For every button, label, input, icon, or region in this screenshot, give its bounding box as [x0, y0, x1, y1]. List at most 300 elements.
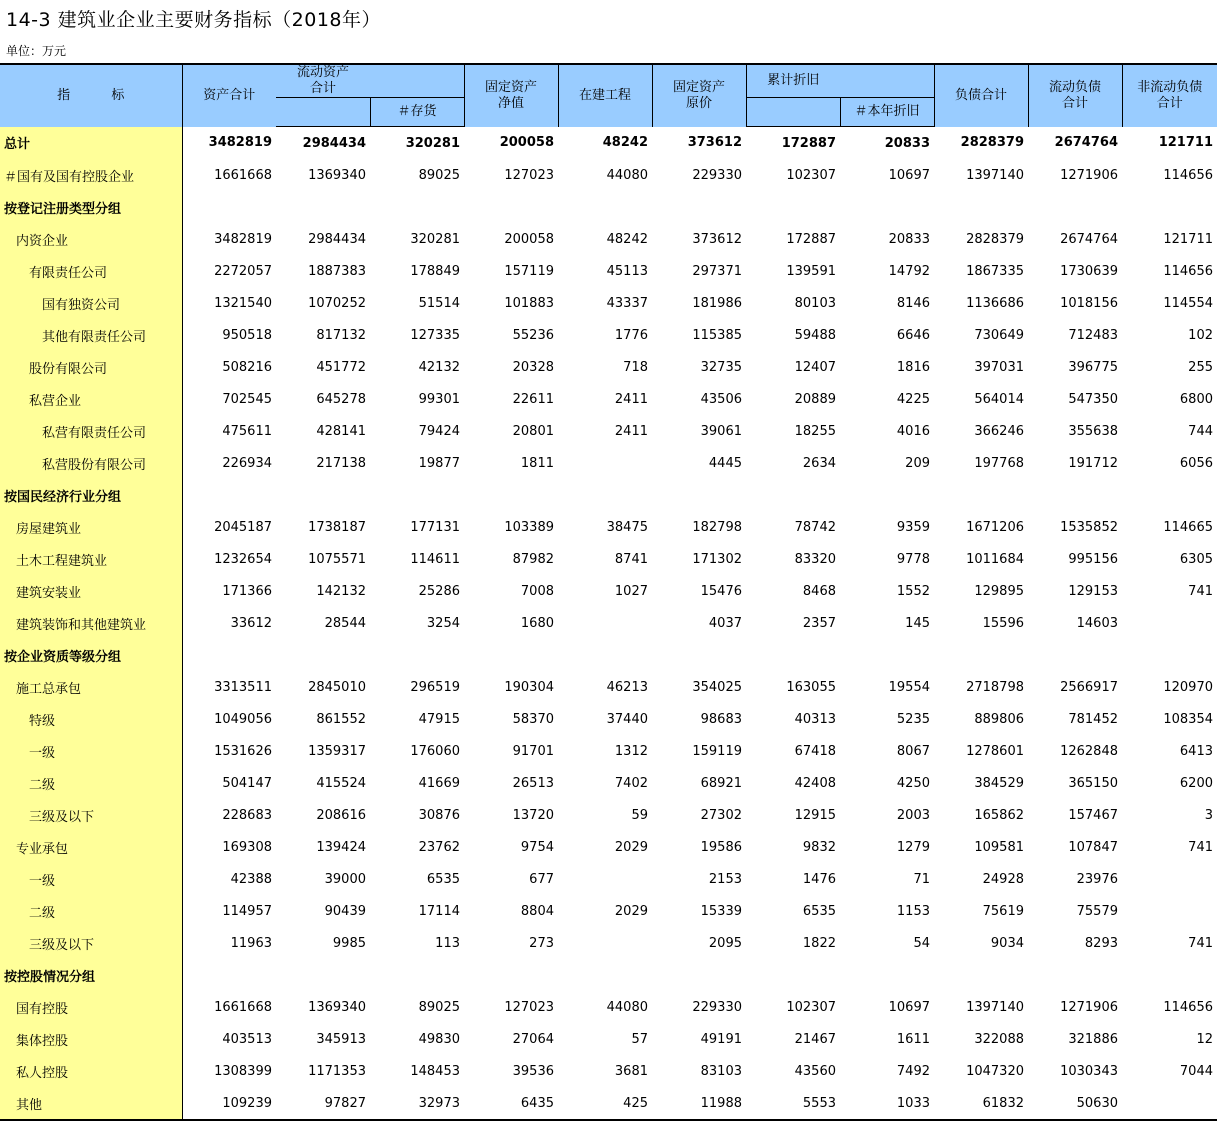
table-row	[0, 415, 1217, 447]
row-label: 按企业资质等级分组	[0, 639, 182, 671]
cell-value: 2095	[708, 935, 742, 951]
cell-value: 9754	[520, 839, 554, 855]
cell-value: 1049056	[214, 711, 272, 727]
row-label: 集体控股	[0, 1023, 182, 1055]
cell-value: 645278	[316, 391, 366, 407]
row-label: 有限责任公司	[0, 255, 182, 287]
row-label: 二级	[0, 895, 182, 927]
cell-value: 547350	[1068, 391, 1118, 407]
cell-value: 2045187	[214, 519, 272, 535]
cell-value	[464, 959, 558, 991]
table-row	[0, 799, 1217, 831]
cell-value: 3	[1204, 807, 1213, 823]
cell-value: 451772	[316, 359, 366, 375]
cell-value: 1369340	[308, 167, 366, 183]
row-label: 一级	[0, 735, 182, 767]
header-current-assets-span	[370, 64, 464, 98]
cell-value: 109581	[974, 839, 1024, 855]
cell-value	[370, 959, 464, 991]
cell-value: 59	[631, 807, 648, 823]
cell-value: 741	[1188, 583, 1213, 599]
table-row	[0, 863, 1217, 895]
cell-value: 7492	[896, 1063, 930, 1079]
cell-value: 1661668	[214, 167, 272, 183]
cell-value: 39061	[700, 423, 742, 439]
cell-value: 114611	[410, 551, 460, 567]
cell-value: 2566917	[1060, 679, 1118, 695]
cell-value: 103389	[504, 519, 554, 535]
cell-value: 115385	[692, 327, 742, 343]
cell-value: 172887	[786, 231, 836, 247]
cell-value	[558, 447, 652, 479]
cell-value: 99301	[418, 391, 460, 407]
header-current-assets-blank	[276, 98, 370, 127]
table-title: 14-3 建筑业企业主要财务指标（2018年）	[6, 9, 382, 31]
cell-value: 1271906	[1060, 999, 1118, 1015]
cell-value: 9778	[896, 551, 930, 567]
financial-table	[0, 63, 1217, 1121]
table-row	[0, 447, 1217, 479]
cell-value: 44080	[606, 999, 648, 1015]
cell-value: 3482819	[214, 231, 272, 247]
cell-value: 712483	[1068, 327, 1118, 343]
cell-value: 38475	[606, 519, 648, 535]
cell-value: 1308399	[214, 1063, 272, 1079]
cell-value: 7008	[520, 583, 554, 599]
row-label: 内资企业	[0, 223, 182, 255]
cell-value: 6200	[1179, 775, 1213, 791]
cell-value: 68921	[700, 775, 742, 791]
cell-value: 114665	[1163, 519, 1213, 535]
row-label: 私人控股	[0, 1055, 182, 1087]
cell-value	[558, 479, 652, 511]
table-row	[0, 895, 1217, 927]
cell-value	[746, 639, 840, 671]
cell-value: 61832	[934, 1087, 1028, 1120]
cell-value: 97827	[276, 1087, 370, 1120]
cell-value: 113	[435, 935, 460, 951]
header-current-liabilities: 流动负债 合计	[1028, 64, 1122, 127]
cell-value	[652, 959, 746, 991]
cell-value: 3254	[426, 615, 460, 631]
cell-value	[1122, 191, 1217, 223]
header-fixed-assets-net: 固定资产 净值	[464, 64, 558, 127]
cell-value	[1122, 607, 1217, 639]
cell-value: 4016	[896, 423, 930, 439]
cell-value: 4037	[708, 615, 742, 631]
cell-value: 32735	[700, 359, 742, 375]
cell-value: 1136686	[966, 295, 1024, 311]
cell-value: 190304	[504, 679, 554, 695]
row-label: 一级	[0, 863, 182, 895]
table-row	[0, 1023, 1217, 1055]
header-depreciation-span	[840, 64, 934, 98]
cell-value: 30876	[418, 807, 460, 823]
table-row	[0, 959, 1217, 991]
cell-value: 7402	[614, 775, 648, 791]
cell-value: 1738187	[308, 519, 366, 535]
cell-value: 273	[529, 935, 554, 951]
row-label: 私营企业	[0, 383, 182, 415]
cell-value: 3482819	[208, 135, 272, 151]
table-body	[0, 127, 1217, 1121]
cell-value: 55236	[512, 327, 554, 343]
cell-value: 6535	[802, 903, 836, 919]
table-row	[0, 287, 1217, 319]
cell-value: 24928	[982, 871, 1024, 887]
cell-value: 397031	[974, 359, 1024, 375]
table-row	[0, 191, 1217, 223]
cell-value: 5235	[896, 711, 930, 727]
cell-value: 91701	[512, 743, 554, 759]
cell-value: 12	[1196, 1031, 1213, 1047]
cell-value: 1033	[840, 1087, 934, 1120]
cell-value: 90439	[324, 903, 366, 919]
cell-value: 47915	[418, 711, 460, 727]
cell-value: 121711	[1158, 135, 1213, 151]
cell-value: 1278601	[966, 743, 1024, 759]
cell-value: 83103	[700, 1063, 742, 1079]
cell-value: 229330	[692, 167, 742, 183]
table-row	[0, 927, 1217, 959]
cell-value	[1122, 959, 1217, 991]
cell-value: 355638	[1068, 423, 1118, 439]
cell-value: 57	[631, 1031, 648, 1047]
cell-value: 49191	[700, 1031, 742, 1047]
cell-value: 200058	[499, 135, 554, 151]
cell-value: 9034	[990, 935, 1024, 951]
cell-value: 44080	[606, 167, 648, 183]
cell-value: 171302	[692, 551, 742, 567]
cell-value: 4250	[896, 775, 930, 791]
cell-value: 40313	[794, 711, 836, 727]
cell-value: 171366	[222, 583, 272, 599]
cell-value: 33612	[230, 615, 272, 631]
cell-value: 1535852	[1060, 519, 1118, 535]
cell-value: 2718798	[966, 679, 1024, 695]
cell-value: 373612	[692, 231, 742, 247]
cell-value: 58370	[512, 711, 554, 727]
cell-value	[934, 191, 1028, 223]
cell-value: 163055	[786, 679, 836, 695]
header-total-assets: 资产合计	[182, 64, 276, 127]
cell-value: 428141	[316, 423, 366, 439]
cell-value: 19554	[888, 679, 930, 695]
table-row	[0, 1055, 1217, 1087]
row-label: 其他	[0, 1087, 182, 1120]
cell-value	[370, 479, 464, 511]
cell-value: 15476	[700, 583, 742, 599]
cell-value	[746, 959, 840, 991]
cell-value: 208616	[316, 807, 366, 823]
table-row	[0, 639, 1217, 671]
cell-value: 14603	[1076, 615, 1118, 631]
cell-value: 102307	[786, 167, 836, 183]
cell-value: 10697	[888, 999, 930, 1015]
cell-value: 1359317	[308, 743, 366, 759]
cell-value: 75579	[1076, 903, 1118, 919]
cell-value: 41669	[418, 775, 460, 791]
header-construction-in-progress: 在建工程	[558, 64, 652, 127]
cell-value: 13720	[512, 807, 554, 823]
cell-value	[1122, 639, 1217, 671]
cell-value	[934, 639, 1028, 671]
row-label: 其他有限责任公司	[0, 319, 182, 351]
cell-value: 20328	[512, 359, 554, 375]
cell-value	[1122, 1087, 1217, 1120]
cell-value: 320281	[405, 135, 460, 151]
cell-value: 2828379	[960, 135, 1024, 151]
cell-value	[182, 959, 276, 991]
unit-label: 单位：万元	[6, 44, 67, 58]
cell-value: 1262848	[1060, 743, 1118, 759]
cell-value: 114656	[1163, 999, 1213, 1015]
table-row	[0, 1087, 1217, 1120]
cell-value: 425	[558, 1087, 652, 1120]
cell-value: 2272057	[214, 263, 272, 279]
cell-value: 297371	[692, 263, 742, 279]
cell-value	[1028, 479, 1122, 511]
header-noncurrent-liabilities: 非流动负债 合计	[1122, 64, 1217, 127]
cell-value: 148453	[410, 1063, 460, 1079]
cell-value	[464, 191, 558, 223]
cell-value: 22611	[512, 391, 554, 407]
cell-value: 42408	[794, 775, 836, 791]
cell-value: 6435	[464, 1087, 558, 1120]
cell-value: 23976	[1076, 871, 1118, 887]
cell-value: 1047320	[966, 1063, 1024, 1079]
cell-value: 741	[1188, 839, 1213, 855]
cell-value: 7044	[1179, 1063, 1213, 1079]
row-label: 私营股份有限公司	[0, 447, 182, 479]
row-label: 建筑安装业	[0, 575, 182, 607]
cell-value	[182, 191, 276, 223]
table-row	[0, 511, 1217, 543]
cell-value: 1661668	[214, 999, 272, 1015]
cell-value: 17114	[418, 903, 460, 919]
cell-value	[746, 191, 840, 223]
cell-value	[182, 479, 276, 511]
cell-value: 322088	[974, 1031, 1024, 1047]
cell-value: 11963	[230, 935, 272, 951]
cell-value	[1028, 191, 1122, 223]
cell-value: 109239	[182, 1087, 276, 1120]
cell-value: 255	[1188, 359, 1213, 375]
table-row	[0, 671, 1217, 703]
cell-value: 89025	[418, 999, 460, 1015]
cell-value	[746, 479, 840, 511]
cell-value	[840, 479, 934, 511]
cell-value: 200058	[504, 231, 554, 247]
table-row	[0, 255, 1217, 287]
cell-value	[558, 927, 652, 959]
cell-value: 165862	[974, 807, 1024, 823]
cell-value: 9985	[332, 935, 366, 951]
cell-value: 1030343	[1060, 1063, 1118, 1079]
cell-value: 1018156	[1060, 295, 1118, 311]
table-row	[0, 479, 1217, 511]
cell-value: 396775	[1068, 359, 1118, 375]
cell-value: 39000	[324, 871, 366, 887]
cell-value	[276, 639, 370, 671]
cell-value: 181986	[692, 295, 742, 311]
cell-value: 1680	[520, 615, 554, 631]
cell-value: 320281	[410, 231, 460, 247]
cell-value: 1776	[614, 327, 648, 343]
cell-value: 4445	[708, 455, 742, 471]
table-row	[0, 607, 1217, 639]
cell-value: 1279	[896, 839, 930, 855]
cell-value: 8146	[896, 295, 930, 311]
cell-value: 1811	[520, 455, 554, 471]
cell-value: 1011684	[966, 551, 1024, 567]
cell-value: 1232654	[214, 551, 272, 567]
cell-value: 2029	[614, 903, 648, 919]
cell-value: 101883	[504, 295, 554, 311]
cell-value	[558, 863, 652, 895]
table-row	[0, 127, 1217, 160]
cell-value: 1027	[614, 583, 648, 599]
cell-value: 8293	[1084, 935, 1118, 951]
cell-value: 1822	[802, 935, 836, 951]
cell-value: 2029	[614, 839, 648, 855]
cell-value	[934, 959, 1028, 991]
cell-value: 861552	[316, 711, 366, 727]
cell-value: 8067	[896, 743, 930, 759]
row-label: 总计	[0, 127, 182, 160]
cell-value: 114957	[222, 903, 272, 919]
cell-value: 51514	[418, 295, 460, 311]
cell-value: 71	[913, 871, 930, 887]
cell-value: 2674764	[1054, 135, 1118, 151]
row-label: ＃国有及国有控股企业	[0, 159, 182, 191]
cell-value: 114656	[1163, 263, 1213, 279]
cell-value: 6056	[1179, 455, 1213, 471]
table-row	[0, 767, 1217, 799]
cell-value: 8468	[802, 583, 836, 599]
cell-value: 2674764	[1060, 231, 1118, 247]
cell-value: 228683	[222, 807, 272, 823]
row-label: 二级	[0, 767, 182, 799]
cell-value: 741	[1188, 935, 1213, 951]
cell-value: 2828379	[966, 231, 1024, 247]
cell-value: 9832	[802, 839, 836, 855]
row-label: 三级及以下	[0, 799, 182, 831]
cell-value: 178849	[410, 263, 460, 279]
cell-value: 2984434	[308, 231, 366, 247]
table-row	[0, 543, 1217, 575]
cell-value: 1321540	[214, 295, 272, 311]
cell-value: 226934	[222, 455, 272, 471]
cell-value	[840, 639, 934, 671]
cell-value: 20833	[884, 135, 930, 151]
header-total-liabilities: 负债合计	[934, 64, 1028, 127]
cell-value: 504147	[222, 775, 272, 791]
cell-value: 39536	[512, 1063, 554, 1079]
header-inventory: ＃存货	[370, 98, 464, 127]
header-indicator: 指 标	[0, 64, 182, 127]
cell-value: 159119	[692, 743, 742, 759]
row-label: 国有独资公司	[0, 287, 182, 319]
cell-value: 21467	[794, 1031, 836, 1047]
cell-value: 4225	[896, 391, 930, 407]
cell-value	[652, 639, 746, 671]
row-label: 专业承包	[0, 831, 182, 863]
cell-value: 1075571	[308, 551, 366, 567]
cell-value: 59488	[794, 327, 836, 343]
cell-value: 20889	[794, 391, 836, 407]
cell-value: 45113	[606, 263, 648, 279]
cell-value: 139591	[786, 263, 836, 279]
cell-value: 744	[1188, 423, 1213, 439]
cell-value	[464, 479, 558, 511]
header-fixed-assets-original: 固定资产 原价	[652, 64, 746, 127]
cell-value: 83320	[794, 551, 836, 567]
cell-value: 1271906	[1060, 167, 1118, 183]
table-row	[0, 735, 1217, 767]
cell-value: 1153	[896, 903, 930, 919]
cell-value: 32973	[370, 1087, 464, 1120]
cell-value	[558, 607, 652, 639]
cell-value: 3681	[614, 1063, 648, 1079]
cell-value: 177131	[410, 519, 460, 535]
cell-value: 1611	[896, 1031, 930, 1047]
cell-value	[934, 479, 1028, 511]
cell-value: 8804	[520, 903, 554, 919]
cell-value: 67418	[794, 743, 836, 759]
cell-value	[840, 959, 934, 991]
cell-value: 781452	[1068, 711, 1118, 727]
cell-value	[276, 479, 370, 511]
cell-value	[840, 191, 934, 223]
cell-value	[182, 639, 276, 671]
cell-value: 48242	[606, 231, 648, 247]
cell-value: 2003	[896, 807, 930, 823]
cell-value	[1122, 895, 1217, 927]
cell-value: 564014	[974, 391, 1024, 407]
cell-value: 366246	[974, 423, 1024, 439]
cell-value: 27302	[700, 807, 742, 823]
cell-value: 89025	[418, 167, 460, 183]
cell-value: 1531626	[214, 743, 272, 759]
cell-value: 677	[529, 871, 554, 887]
cell-value: 5553	[746, 1087, 840, 1120]
cell-value: 345913	[316, 1031, 366, 1047]
cell-value: 1867335	[966, 263, 1024, 279]
cell-value: 169308	[222, 839, 272, 855]
cell-value: 157119	[504, 263, 554, 279]
cell-value: 1369340	[308, 999, 366, 1015]
cell-value: 475611	[222, 423, 272, 439]
cell-value: 12915	[794, 807, 836, 823]
cell-value: 114554	[1163, 295, 1213, 311]
cell-value: 43560	[794, 1063, 836, 1079]
cell-value	[558, 191, 652, 223]
cell-value: 15339	[700, 903, 742, 919]
cell-value: 50630	[1028, 1087, 1122, 1120]
table-row	[0, 223, 1217, 255]
cell-value: 415524	[316, 775, 366, 791]
cell-value: 403513	[222, 1031, 272, 1047]
cell-value	[1122, 479, 1217, 511]
cell-value: 2411	[614, 423, 648, 439]
cell-value: 78742	[794, 519, 836, 535]
row-label: 建筑装饰和其他建筑业	[0, 607, 182, 639]
cell-value: 6646	[896, 327, 930, 343]
cell-value: 142132	[316, 583, 366, 599]
cell-value: 1070252	[308, 295, 366, 311]
cell-value: 12407	[794, 359, 836, 375]
